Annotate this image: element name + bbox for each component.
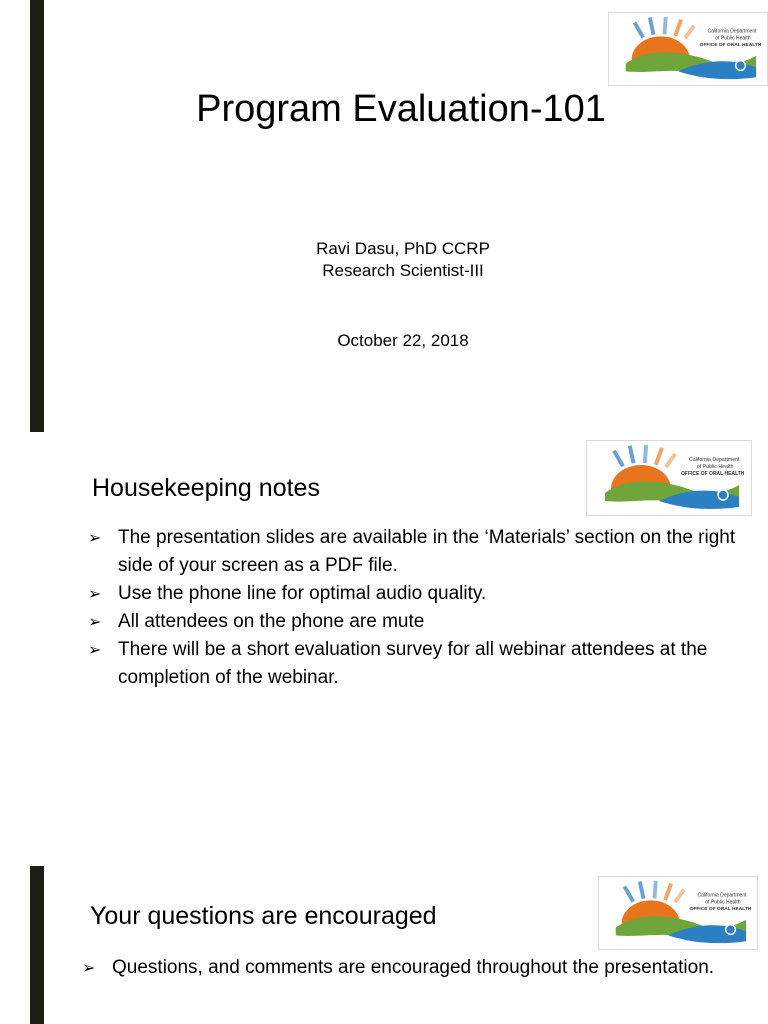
list-item — [88, 580, 748, 608]
logo-line-2: of Public Health — [697, 464, 734, 470]
bullet-list — [88, 524, 748, 692]
slide-heading: Housekeeping notes — [92, 474, 320, 502]
arrow-bullet-icon: ➢ — [82, 958, 96, 977]
logo-line-3: OFFICE OF ORAL HEALTH — [699, 43, 762, 49]
cdph-logo — [598, 876, 758, 950]
logo-line-2: of Public Health — [715, 35, 751, 42]
slide-title: Program Evaluation-101 — [196, 88, 606, 130]
arrow-bullet-icon: ➢ — [88, 528, 102, 547]
bullet-text: Use the phone line for optimal audio quality. — [118, 583, 487, 604]
list-item — [82, 954, 742, 982]
logo-line-1: California Department — [689, 457, 740, 463]
slide-heading: Your questions are encouraged — [90, 902, 437, 930]
logo-line-3: OFFICE OF ORAL HEALTH — [681, 471, 745, 477]
arrow-bullet-icon: ➢ — [88, 584, 102, 603]
author-name: Ravi Dasu, PhD CCRP — [316, 239, 490, 258]
arrow-bullet-icon: ➢ — [88, 640, 102, 659]
list-item — [88, 636, 748, 692]
cdph-logo — [586, 440, 752, 516]
cdph-sunrise-logo-icon — [599, 877, 757, 949]
presentation-date: October 22, 2018 — [337, 331, 469, 350]
bullet-list — [82, 954, 742, 982]
list-item — [88, 608, 748, 636]
bullet-text: Questions, and comments are encouraged throughout the presentation. — [112, 957, 715, 978]
cdph-sunrise-logo-icon — [587, 441, 751, 515]
list-item — [88, 524, 748, 580]
logo-line-3: OFFICE OF ORAL HEALTH — [689, 907, 752, 913]
cdph-sunrise-logo-icon — [609, 13, 767, 85]
accent-bar — [30, 866, 44, 1024]
logo-line-1: California Department — [707, 28, 757, 35]
title-slide — [0, 0, 768, 432]
author-role: Research Scientist-III — [322, 261, 484, 280]
bullet-text: The presentation slides are available in the ‘Materials’ section on the right side of your screen as a PDF file. — [118, 527, 736, 576]
cdph-logo — [608, 12, 768, 86]
housekeeping-slide — [0, 432, 768, 866]
logo-line-1: California Department — [697, 892, 747, 899]
arrow-bullet-icon: ➢ — [88, 612, 102, 631]
accent-bar — [30, 0, 44, 432]
bullet-text: There will be a short evaluation survey for all webinar attendees at the completion of the webinar. — [118, 639, 708, 688]
questions-slide — [0, 866, 768, 1024]
bullet-text: All attendees on the phone are mute — [118, 611, 425, 632]
logo-line-2: of Public Health — [705, 899, 741, 906]
